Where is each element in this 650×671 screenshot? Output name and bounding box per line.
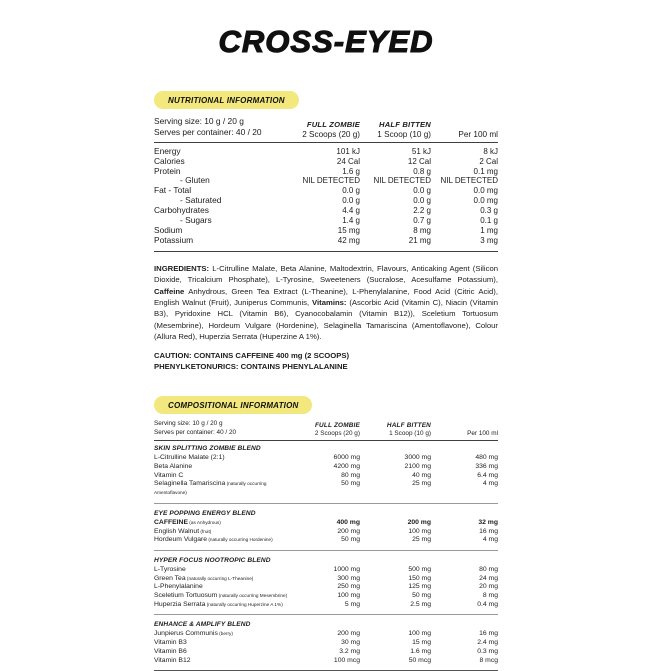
nutrient-value: 8 kJ: [483, 146, 498, 156]
nutrient-value: 0.0 mg: [473, 186, 498, 196]
compound-label: Vitamin C: [154, 471, 184, 479]
compositional-serving-info: [154, 420, 288, 437]
compound-value: 4 mg: [482, 536, 498, 544]
compositional-row: [154, 472, 498, 481]
compound-value: 100 mg: [337, 592, 360, 600]
compound-value: 336 mg: [475, 463, 498, 471]
nutritional-column-half-bitten: HALF BITTEN 1 Scoop (10 g): [377, 119, 431, 139]
compositional-row: [154, 536, 498, 545]
nutritional-table-header: [154, 116, 498, 143]
compound-value: 2100 mg: [404, 463, 431, 471]
compositional-row: [154, 639, 498, 648]
compound-value: 1000 mg: [333, 565, 360, 573]
compound-label: Green Tea (naturally occurring L-Theanine): [154, 574, 254, 582]
compound-value: 0.3 mg: [477, 647, 498, 655]
nutrient-value: 51 kJ: [411, 146, 431, 156]
compound-note: (fruit): [199, 528, 212, 534]
nutrient-value: 1 mg: [480, 225, 498, 235]
nutrient-value: 0.0 g: [342, 196, 360, 206]
compositional-row: [154, 630, 498, 639]
nutrient-label: Protein: [154, 165, 181, 176]
compound-note: (as Anhydrous): [188, 519, 221, 525]
compound-value: 1.6 mg: [410, 647, 431, 655]
nutrient-value: 0.0 g: [342, 186, 360, 196]
compound-value: 100 mg: [408, 630, 431, 638]
compound-value: 40 mg: [412, 471, 431, 479]
nutritional-badge-row: [154, 90, 498, 109]
blend-group: [154, 445, 498, 504]
compound-value: 5 mg: [344, 600, 360, 608]
compound-value: 50 mg: [341, 480, 360, 488]
nutrition-row: [154, 226, 498, 236]
compositional-row: [154, 583, 498, 592]
compound-label: L-Citrulline Malate (2:1): [154, 454, 225, 462]
nutrition-row: [154, 147, 498, 157]
compound-value: 400 mg: [336, 518, 360, 526]
compound-value: 8 mg: [482, 592, 498, 600]
nutrient-value: 0.7 g: [413, 216, 431, 226]
nutrient-label: Potassium: [154, 234, 194, 245]
compound-value: 15 mg: [412, 639, 431, 647]
compositional-table-body: [154, 445, 498, 671]
compound-value: 125 mg: [408, 583, 431, 591]
nutrition-row: [154, 216, 498, 226]
compound-value: 50 mg: [341, 536, 360, 544]
nutrient-value: 15 mg: [337, 225, 360, 235]
nutritional-serving-size: Serving size: 10 g / 20 g: [154, 116, 244, 126]
compositional-row: [154, 528, 498, 537]
compound-note: (berry): [217, 631, 233, 637]
nutritional-serves-per-container: Serves per container: 40 / 20: [154, 127, 262, 138]
compound-value: 100 mcg: [333, 656, 360, 664]
compositional-column-half-bitten: HALF BITTEN 1 Scoop (10 g): [386, 422, 431, 438]
nutritional-information-badge: NUTRITIONAL INFORMATION: [154, 91, 299, 109]
compound-label: Vitamin B3: [154, 639, 187, 647]
nutritional-column-full-zombie: FULL ZOMBIE 2 Scoops (20 g): [302, 119, 360, 139]
compositional-row: [154, 463, 498, 472]
caution-caffeine-line: CAUTION: CONTAINS CAFFEINE 400 mg (2 SCOOPS): [154, 351, 350, 361]
compound-label: L-Phenylalanine: [154, 583, 203, 591]
ingredients-segment: Caffeine: [154, 286, 185, 296]
compound-value: 30 mg: [341, 639, 360, 647]
compositional-serving-size: Serving size: 10 g / 20 g: [154, 420, 223, 428]
nutrition-row: [154, 157, 498, 167]
nutrient-value: 4.4 g: [342, 206, 360, 216]
compositional-row: [154, 519, 498, 528]
nutrient-value: 0.3 g: [480, 206, 498, 216]
nutrient-value: 8 mg: [413, 225, 431, 235]
compound-label: Beta Alanine: [154, 463, 193, 471]
nutrient-value: 1.6 g: [342, 166, 360, 176]
compositional-table-header: [154, 420, 498, 441]
compound-value: 200 mg: [407, 518, 431, 526]
compositional-row: [154, 657, 498, 666]
nutrient-label: Carbohydrates: [154, 205, 209, 216]
compound-value: 32 mg: [478, 518, 498, 526]
compound-value: 200 mg: [337, 630, 360, 638]
compound-value: 6000 mg: [333, 454, 360, 462]
caution-phenylketonurics-line: PHENYLKETONURICS: CONTAINS PHENYLALANINE: [154, 362, 348, 372]
compound-label: L-Tyrosine: [154, 565, 186, 573]
nutritional-column-per-100ml: Per 100 ml: [458, 129, 498, 139]
nutrient-label: Sodium: [154, 224, 183, 235]
compound-label: Vitamin B6: [154, 647, 187, 655]
compound-value: 25 mg: [412, 536, 431, 544]
compound-value: 0.4 mg: [477, 600, 498, 608]
compound-value: 50 mg: [412, 592, 431, 600]
nutrition-row: [154, 176, 498, 186]
ingredients-segment: L-Citrulline Malate, Beta Alanine, Maltodextrin, Flavours, Anticaking Agent (Silicon Dioxide, Tricalcium Phosphate), L-Tyrosine, Sweeteners (Sucralose, Acesulfame Potassium),: [154, 263, 498, 285]
compound-value: 100 mg: [408, 527, 431, 535]
compound-label: Hordeum Vulgare (naturally occurring Hordenine): [154, 536, 273, 544]
ingredients-text: [154, 263, 498, 343]
compound-label: Huperzia Serrata (naturally occurring Huperzine A 1%): [154, 600, 283, 608]
compound-value: 20 mg: [479, 583, 498, 591]
nutrient-value: 42 mg: [337, 235, 360, 245]
compositional-row: [154, 575, 498, 584]
nutrient-label: Fat - Total: [154, 185, 192, 196]
nutrient-value: 3 mg: [480, 235, 498, 245]
compound-label: Sceletium Tortuosum (naturally occurring Mesembrine): [154, 592, 288, 600]
blend-name: SKIN SPLITTING ZOMBIE BLEND: [154, 445, 261, 453]
blend-name: HYPER FOCUS NOOTROPIC BLEND: [154, 556, 271, 564]
blend-group: [154, 557, 498, 616]
compound-value: 50 mcg: [408, 656, 431, 664]
nutritional-table-body: [154, 143, 498, 252]
compound-value: 2.5 mg: [410, 600, 431, 608]
nutrient-label: Energy: [154, 145, 181, 156]
nutrient-value: 0.1 g: [480, 216, 498, 226]
nutrient-value: NIL DETECTED: [302, 176, 360, 186]
compound-value: 150 mg: [408, 574, 431, 582]
compositional-row: [154, 592, 498, 601]
compound-value: 4 mg: [482, 480, 498, 488]
ingredients-segment: Anhydrous, Green Tea Extract (L-Theanine), L-Phenylalanine, Food Acid (Citric Acid), English Walnut (Fruit), Juniperus Communis,: [154, 286, 498, 307]
compound-value: 16 mg: [479, 630, 498, 638]
nutrient-value: 0.8 g: [413, 166, 431, 176]
compound-note: (naturally occurring Huperzine A 1%): [205, 601, 283, 607]
nutrient-value: 0.0 mg: [473, 196, 498, 206]
compound-value: 500 mg: [408, 565, 431, 573]
nutrient-label: - Gluten: [180, 175, 210, 186]
compound-note: (naturally occurring Hordenine): [207, 537, 273, 543]
compound-value: 2.4 mg: [477, 639, 498, 647]
blend-group: [154, 621, 498, 671]
compound-value: 200 mg: [337, 527, 360, 535]
product-title: CROSS-EYED: [218, 24, 434, 59]
compositional-row: [154, 480, 498, 497]
compound-value: 80 mg: [341, 471, 360, 479]
nutrient-value: 0.0 g: [413, 186, 431, 196]
compound-label: Vitamin B12: [154, 656, 191, 664]
nutrient-label: - Saturated: [180, 195, 222, 206]
label-sheet: [154, 0, 498, 671]
compound-label: Selaginella Tamariscina (naturally occurring Amentoflavone): [154, 480, 267, 496]
nutrient-label: - Sugars: [180, 215, 212, 226]
compositional-column-full-zombie: FULL ZOMBIE 2 Scoops (20 g): [314, 422, 360, 438]
nutrient-value: 2 Cal: [479, 156, 498, 166]
compositional-row: [154, 454, 498, 463]
nutrition-row: [154, 236, 498, 246]
nutrient-label: Calories: [154, 155, 185, 166]
nutrient-value: 2.2 g: [413, 206, 431, 216]
compositional-row: [154, 601, 498, 610]
nutrient-value: 0.1 mg: [473, 166, 498, 176]
nutrient-value: 1.4 g: [342, 216, 360, 226]
compound-value: 80 mg: [479, 565, 498, 573]
compound-value: 25 mg: [412, 480, 431, 488]
caution-block: [154, 351, 498, 373]
compositional-column-per-100ml: Per 100 ml: [467, 430, 498, 438]
compound-label: CAFFEINE (as Anhydrous): [154, 518, 221, 526]
compound-note: (naturally occurring L-Theanine): [185, 575, 254, 581]
nutrient-value: NIL DETECTED: [440, 176, 498, 186]
compound-label: English Walnut (fruit): [154, 527, 212, 535]
compound-note: (naturally occurring Mesembrine): [217, 593, 288, 599]
compound-value: 3.2 mg: [339, 647, 360, 655]
ingredients-segment: Vitamins:: [312, 297, 347, 307]
nutritional-serving-info: [154, 116, 288, 139]
blend-group: [154, 510, 498, 551]
blend-name: EYE POPPING ENERGY BLEND: [154, 509, 256, 517]
ingredients-segment: (Ascorbic Acid (Vitamin C), Niacin (Vitamin B3), Pyridoxine HCL (Vitamin B6), Cyanocobalamin (Vitamin B12)), Sceletium Tortuosum (Mesembrine), Hordeum Vulgare (Hordenine), Selaginella Tamariscina (Amentoflavone), Colour (Allura Red), Huperzia Serrata (Huperzine A 1%).: [154, 297, 498, 342]
ingredients-segment: INGREDIENTS:: [154, 263, 213, 273]
blend-name: ENHANCE & AMPLIFY BLEND: [154, 621, 251, 629]
nutrient-value: 21 mg: [408, 235, 431, 245]
compound-value: 480 mg: [475, 454, 498, 462]
nutrient-value: 0.0 g: [413, 196, 431, 206]
nutrient-value: 101 kJ: [336, 146, 360, 156]
compound-value: 16 mg: [479, 527, 498, 535]
compound-value: 24 mg: [479, 574, 498, 582]
compositional-badge-row: [154, 395, 498, 414]
nutrient-value: 12 Cal: [407, 156, 431, 166]
compound-value: 250 mg: [337, 583, 360, 591]
compound-value: 6.4 mg: [477, 471, 498, 479]
compound-value: 8 mcg: [479, 656, 498, 664]
compositional-serves-per-container: Serves per container: 40 / 20: [154, 428, 237, 436]
compositional-row: [154, 566, 498, 575]
compound-value: 4200 mg: [333, 463, 360, 471]
compositional-row: [154, 648, 498, 657]
nutrient-value: NIL DETECTED: [373, 176, 431, 186]
compound-value: 300 mg: [337, 574, 360, 582]
compositional-information-badge: COMPOSITIONAL INFORMATION: [154, 396, 312, 414]
compound-note: (naturally occurring Amentoflavone): [154, 481, 267, 496]
compound-label: Junpierus Communis (berry): [154, 630, 233, 638]
nutrient-value: 24 Cal: [336, 156, 360, 166]
compound-value: 3000 mg: [404, 454, 431, 462]
